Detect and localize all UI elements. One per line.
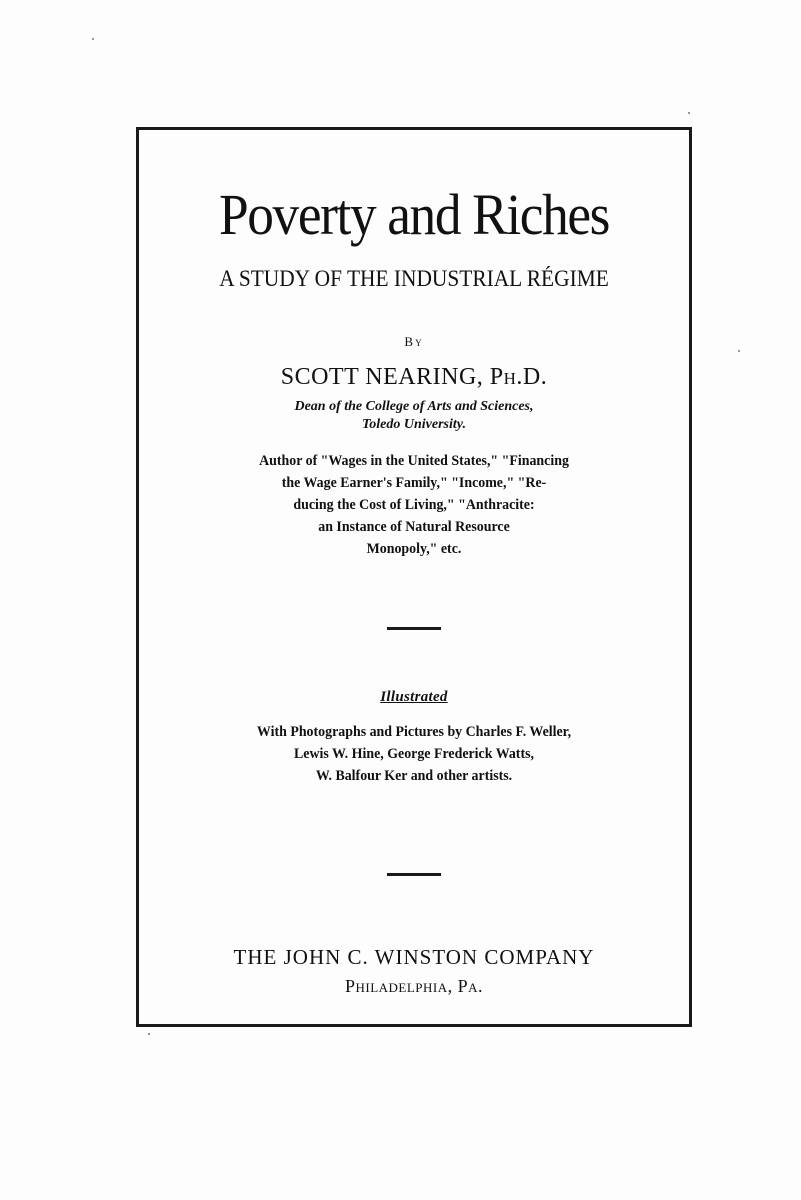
- paper-speck: [738, 350, 740, 352]
- paper-speck: [688, 112, 690, 114]
- other-works-line: Monopoly," etc.: [366, 541, 462, 557]
- author-line: [136, 364, 692, 391]
- page-border-frame: [136, 127, 692, 1027]
- paper-speck: [92, 38, 94, 40]
- other-works-line: an Instance of Natural Resource: [318, 519, 510, 535]
- author-degree: Ph.D.: [489, 364, 548, 390]
- book-subtitle: A STUDY OF THE INDUSTRIAL RÉGIME: [219, 266, 609, 291]
- publisher-city: Philadelphia, Pa.: [344, 976, 484, 996]
- divider-rule: [387, 873, 441, 876]
- author-name: SCOTT NEARING,: [280, 364, 484, 390]
- paper-speck: [148, 1033, 150, 1035]
- other-works-line: the Wage Earner's Family," "Income," "Re-: [281, 475, 547, 491]
- illustration-credits-line: With Photographs and Pictures by Charles F. Weller,: [256, 724, 572, 740]
- author-affiliation-line-2: Toledo University.: [362, 417, 466, 432]
- book-title: Poverty and Riches: [218, 182, 610, 247]
- illustrated-label: Illustrated: [380, 689, 448, 705]
- divider-rule: [387, 627, 441, 630]
- author-affiliation-line-1: Dean of the College of Arts and Sciences,: [294, 399, 534, 414]
- publisher-name: THE JOHN C. WINSTON COMPANY: [233, 945, 595, 969]
- illustration-credits-line: Lewis W. Hine, George Frederick Watts,: [294, 746, 534, 762]
- other-works-line: ducing the Cost of Living," "Anthracite:: [293, 497, 535, 513]
- other-works-line: Author of "Wages in the United States," "Financing: [259, 453, 569, 469]
- by-line: By: [404, 334, 424, 349]
- illustration-credits-line: W. Balfour Ker and other artists.: [315, 768, 513, 784]
